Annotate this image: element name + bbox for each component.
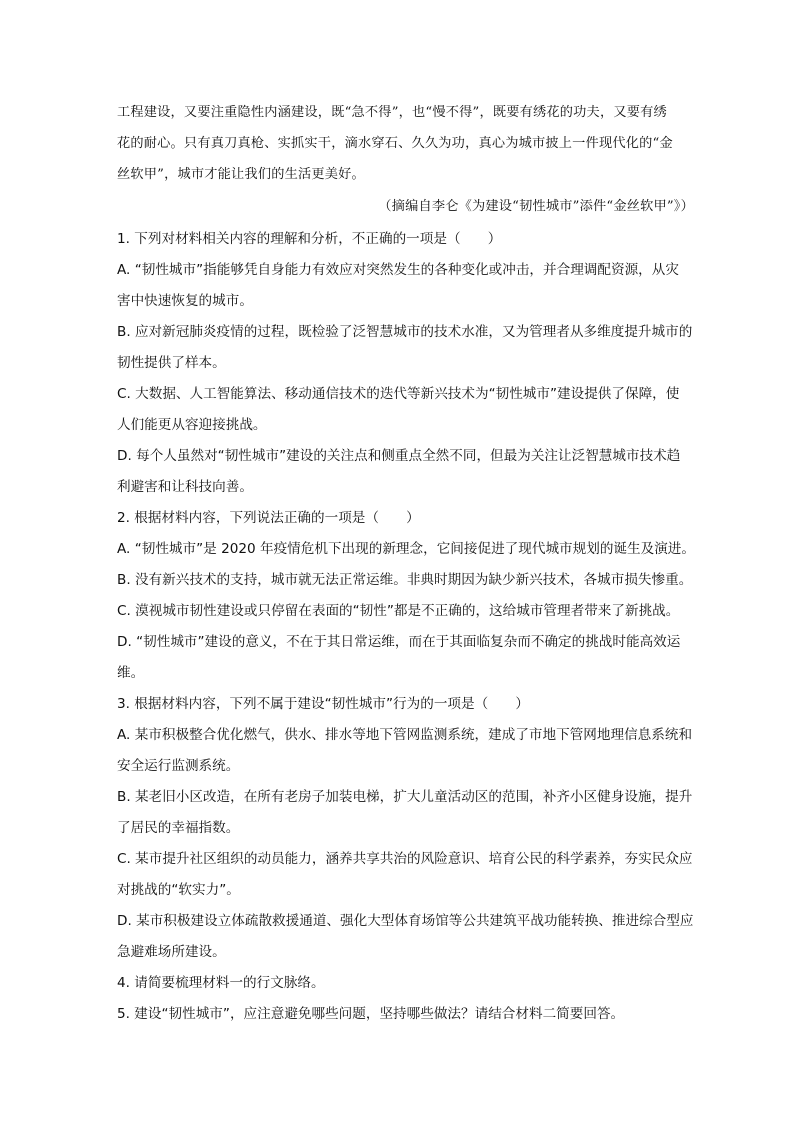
source-citation: （摘编自李仑《为建设“韧性城市”添件“金丝软甲”》） (378, 199, 694, 214)
question-2 (117, 503, 699, 689)
option-d: D. “韧性城市”建设的意义，不在于其日常运维，而在于其面临复杂而不确定的挑战时能高效运 (117, 634, 681, 650)
option-a: A. “韧性城市”指能够凭自身能力有效应对突然发生的各种变化或冲击，并合理调配资源，从灾 (117, 262, 679, 278)
option-c: C. 大数据、人工智能算法、移动通信技术的迭代等新兴技术为“韧性城市”建设提供了保障，使 (117, 386, 680, 402)
option-b-cont: 韧性提供了样本。 (117, 355, 226, 371)
option-a-cont: 害中快速恢复的城市。 (117, 293, 253, 309)
option-c: C. 漠视城市韧性建设或只停留在表面的“韧性”都是不正确的，这给城市管理者带来了新挑战。 (117, 603, 680, 619)
passage-line: 花的耐心。只有真刀真枪、实抓实干，滴水穿石、久久为功，真心为城市披上一件现代化的“金 (117, 136, 673, 151)
question-stem: 3. 根据材料内容，下列不属于建设“韧性城市”行为的一项是（ ） (117, 696, 529, 712)
option-d-cont: 急避难场所建设。 (117, 944, 226, 960)
option-b: B. 某老旧小区改造，在所有老房子加装电梯，扩大儿童活动区的范围，补齐小区健身设施，提升 (117, 789, 693, 805)
question-5 (117, 999, 699, 1030)
passage-line: 工程建设，又要注重隐性内涵建设，既“急不得”，也“慢不得”，既要有绣花的功夫，又要有绣 (117, 105, 667, 120)
question-stem: 2. 根据材料内容，下列说法正确的一项是（ ） (117, 510, 420, 526)
option-a: A. “韧性城市”是 2020 年疫情危机下出现的新理念，它间接促进了现代城市规划的诞生及演进。 (117, 541, 695, 557)
option-c: C. 某市提升社区组织的动员能力，涵养共享共治的风险意识、培育公民的科学素养，夯实民众应 (117, 851, 693, 867)
option-b-cont: 了居民的幸福指数。 (117, 820, 240, 836)
option-d: D. 每个人虽然对“韧性城市”建设的关注点和侧重点全然不同，但最为关注让泛智慧城市技术趋 (117, 448, 681, 464)
option-c-cont: 对挑战的“软实力”。 (117, 882, 240, 898)
option-d-cont: 利避害和让科技向善。 (117, 479, 253, 495)
question-list (117, 224, 699, 1030)
question-4 (117, 968, 699, 999)
option-c-cont: 人们能更从容迎接挑战。 (117, 417, 267, 433)
option-d-cont: 维。 (117, 665, 145, 681)
option-b: B. 没有新兴技术的支持，城市就无法正常运维。非典时期因为缺少新兴技术，各城市损失惨重。 (117, 572, 693, 588)
option-d: D. 某市积极建设立体疏散救援通道、强化大型体育场馆等公共建筑平战功能转换、推进综合型应 (117, 913, 694, 929)
passage-excerpt (117, 97, 697, 190)
option-a-cont: 安全运行监测系统。 (117, 758, 240, 774)
option-a: A. 某市积极整合优化燃气，供水、排水等地下管网监测系统，建成了市地下管网地理信息系统和 (117, 727, 693, 743)
question-stem: 4. 请简要梳理材料一的行文脉络。 (117, 975, 325, 991)
question-stem: 5. 建设“韧性城市”，应注意避免哪些问题，坚持哪些做法？请结合材料二简要回答。 (117, 1006, 625, 1022)
question-stem: 1. 下列对材料相关内容的理解和分析，不正确的一项是（ ） (117, 231, 502, 247)
passage-line: 丝软甲”，城市才能让我们的生活更美好。 (117, 167, 365, 182)
question-3 (117, 689, 699, 968)
option-b: B. 应对新冠肺炎疫情的过程，既检验了泛智慧城市的技术水准，又为管理者从多维度提升城市的 (117, 324, 693, 340)
question-1 (117, 224, 699, 503)
